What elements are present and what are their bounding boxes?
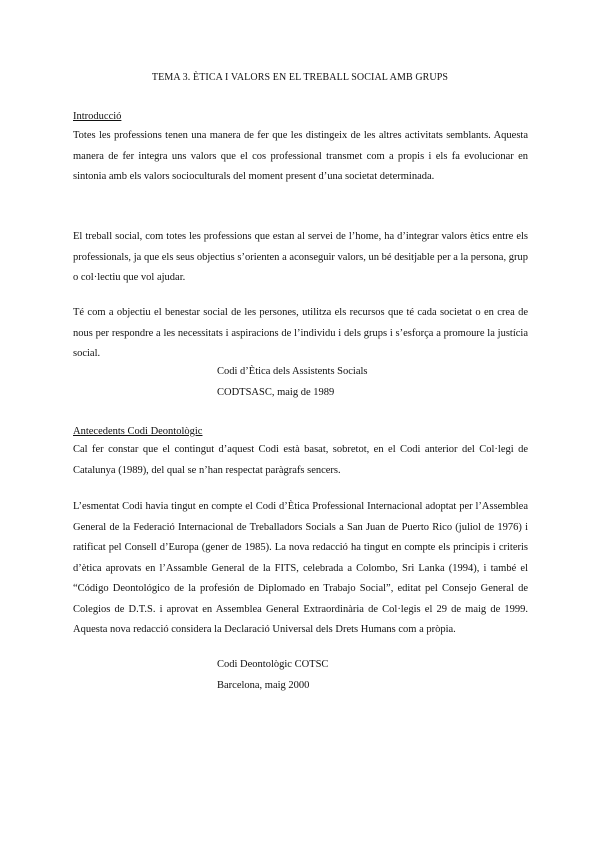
antecedents-signature: [217, 654, 328, 696]
intro-signature-line-2: CODTSASC, maig de 1989: [217, 387, 335, 398]
intro-paragraph-1: Totes les professions tenen una manera de fer que les distingeix de les altres activitats semblants. Aquesta manera de fer integra uns valors que el cos professional transmet com a propis i els fa evolucionar en sintonia amb els valors socioculturals del moment present d’una societat determinada.: [73, 130, 528, 182]
intro-signature: [217, 361, 368, 403]
antecedents-signature-line-2: Barcelona, maig 2000: [217, 680, 310, 691]
intro-signature-line-1: Codi d’Ètica dels Assistents Socials: [217, 366, 368, 377]
antecedents-signature-line-1: Codi Deontològic COTSC: [217, 659, 329, 670]
section-heading-antecedents: Antecedents Codi Deontològic: [73, 426, 203, 437]
antecedents-paragraph-2: L’esmentat Codi havia tingut en compte el Codi d’Ètica Professional Internacional adoptat per l’Assemblea General de la Federació Internacional de Treballadors Socials a San Juan de Puerto Rico (juliol de 1976) i ratificat pel Consell d’Europa (gener de 1985). La nova redacció ha tingut en compte els principis i criteris d’ètica aprovats en l’Assamble General de la FITS, celebrada a Colombo, Sri Lanka (1994), i també el “Código Deontológico de la profesión de Diplomado en Trabajo Social”, editat pel Consejo General de Colegios de D.T.S. i aprovat en Assemblea General Extraordinària de Col·legis el 29 de maig de 1999. Aquesta nova redacció considera la Declaració Universal dels Drets Humans com a pròpia.: [73, 501, 528, 635]
section-heading-introduction: Introducció: [73, 111, 122, 122]
intro-paragraph-2: El treball social, com totes les professions que estan al servei de l’home, ha d’integrar valors ètics entre els professionals, ja que els seus objectius s’orienten a aconseguir valors, un bé desitjable per a la persona, grup o col·lectiu que vol ajudar.: [73, 231, 528, 283]
intro-paragraph-3: Té com a objectiu el benestar social de les persones, utilitza els recursos que té cada societat o en crea de nous per respondre a les necessitats i aspiracions de l’individu i dels grups i s’esforça a promoure la justícia social.: [73, 307, 528, 359]
document-title: TEMA 3. ÈTICA I VALORS EN EL TREBALL SOCIAL AMB GRUPS: [151, 72, 449, 83]
antecedents-paragraph-1: Cal fer constar que el contingut d’aquest Codi està basat, sobretot, en el Codi anterior del Col·legi de Catalunya (1989), del qual se n’han respectat paràgrafs sencers.: [73, 444, 528, 476]
